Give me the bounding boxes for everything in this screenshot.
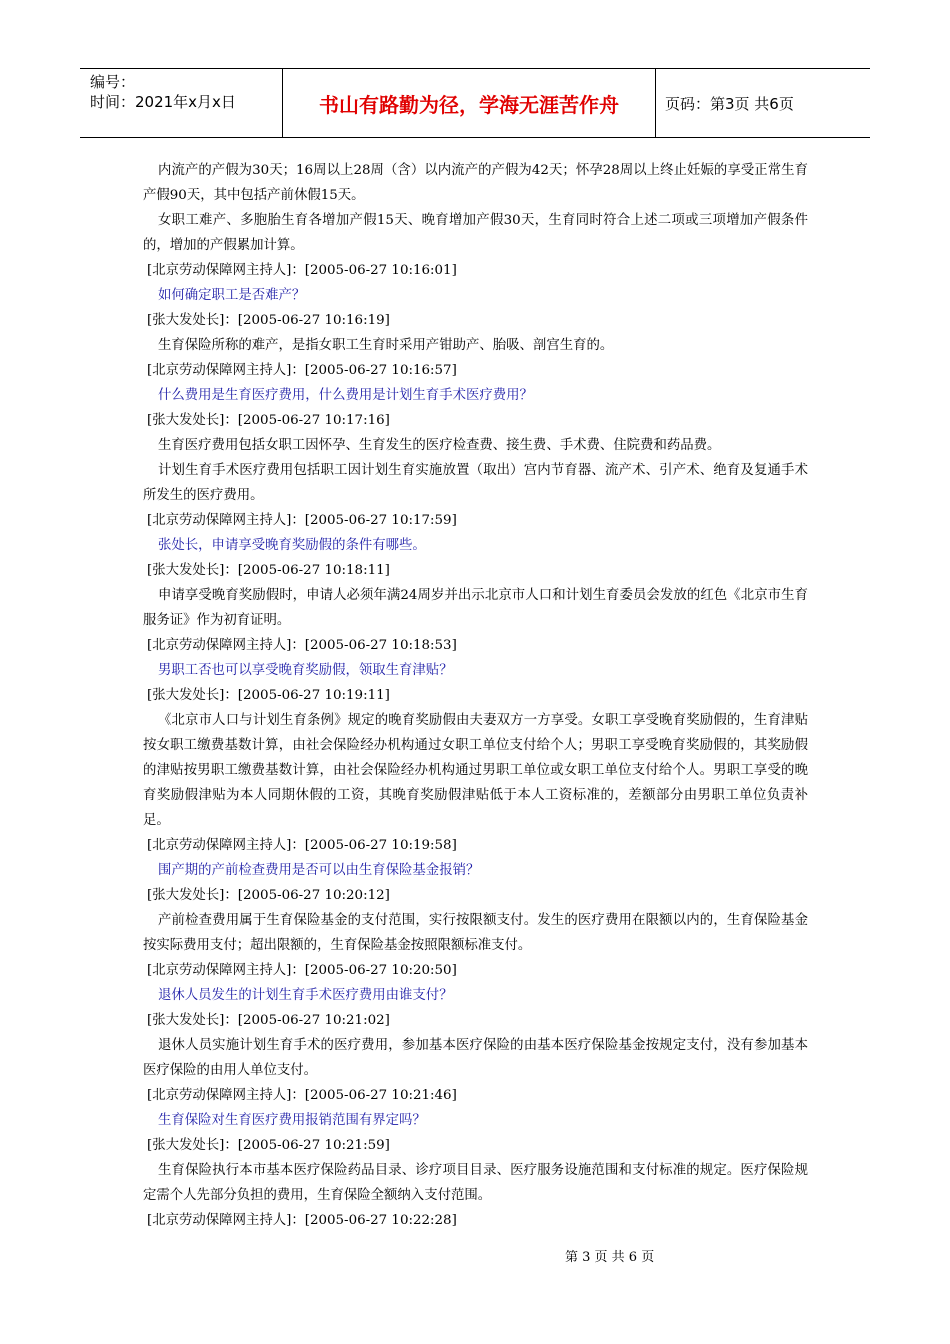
- speaker-line: [北京劳动保障网主持人]：[2005-06-27 10:21:46]: [147, 1088, 457, 1103]
- header-divider: [655, 69, 656, 137]
- speaker-line: [北京劳动保障网主持人]：[2005-06-27 10:16:01]: [147, 263, 457, 278]
- question-line: 围产期的产前检查费用是否可以由生育保险基金报销？: [158, 863, 480, 878]
- answer-paragraph: 申请享受晚育奖励假时，申请人必须年满24周岁并出示北京市人口和计划生育委员会发放的红色《北京市生育服务证》作为初育证明。: [143, 588, 808, 628]
- speaker-line: [张大发处长]：[2005-06-27 10:20:12]: [147, 888, 390, 903]
- footer-page-number: 第 3 页 共 6 页: [565, 1250, 655, 1265]
- speaker-line: [张大发处长]：[2005-06-27 10:19:11]: [147, 688, 390, 703]
- header-motto: 书山有路勤为径，学海无涯苦作舟: [319, 92, 619, 117]
- number-label: 编号：: [90, 73, 136, 91]
- answer-paragraph: 生育保险执行本市基本医疗保险药品目录、诊疗项目目录、医疗服务设施范围和支付标准的规定。医疗保险规定需个人先部分负担的费用，生育保险全额纳入支付范围。: [143, 1163, 808, 1203]
- question-line: 张处长，申请享受晚育奖励假的条件有哪些。: [158, 538, 426, 553]
- answer-paragraph: 生育医疗费用包括女职工因怀孕、生育发生的医疗检查费、接生费、手术费、住院费和药品费。: [158, 438, 721, 453]
- document-body: [143, 158, 808, 1233]
- speaker-line: [北京劳动保障网主持人]：[2005-06-27 10:18:53]: [147, 638, 457, 653]
- speaker-line: [北京劳动保障网主持人]：[2005-06-27 10:19:58]: [147, 838, 457, 853]
- answer-paragraph: 《北京市人口与计划生育条例》规定的晚育奖励假由夫妻双方一方享受。女职工享受晚育奖励假的，生育津贴按女职工缴费基数计算，由社会保险经办机构通过女职工单位支付给个人；男职工享受晚育奖励假的，其奖励假的津贴按男职工缴费基数计算，由社会保险经办机构通过男职工单位或女职工单位支付给个人。男职工享受的晚育奖励假津贴为本人同期休假的工资，其晚育奖励假津贴低于本人工资标准的，差额部分由男职工单位负责补足。: [143, 713, 808, 828]
- header-info: [90, 72, 280, 112]
- answer-paragraph: 内流产的产假为30天；16周以上28周（含）以内流产的产假为42天；怀孕28周以上终止妊娠的享受正常生育产假90天，其中包括产前休假15天。: [143, 163, 808, 203]
- question-line: 男职工否也可以享受晚育奖励假，领取生育津贴？: [158, 663, 453, 678]
- speaker-line: [张大发处长]：[2005-06-27 10:21:59]: [147, 1138, 390, 1153]
- question-line: 生育保险对生育医疗费用报销范围有界定吗？: [158, 1113, 426, 1128]
- speaker-line: [北京劳动保障网主持人]：[2005-06-27 10:20:50]: [147, 963, 457, 978]
- answer-paragraph: 退休人员实施计划生育手术的医疗费用，参加基本医疗保险的由基本医疗保险基金按规定支付，没有参加基本医疗保险的由用人单位支付。: [143, 1038, 808, 1078]
- speaker-line: [张大发处长]：[2005-06-27 10:21:02]: [147, 1013, 390, 1028]
- answer-paragraph: 女职工难产、多胞胎生育各增加产假15天、晚育增加产假30天，生育同时符合上述二项或三项增加产假条件的，增加的产假累加计算。: [143, 213, 808, 253]
- answer-paragraph: 计划生育手术医疗费用包括职工因计划生育实施放置（取出）宫内节育器、流产术、引产术、绝育及复通手术所发生的医疗费用。: [143, 463, 808, 503]
- time-label: 时间：2021年x月x日: [90, 93, 236, 111]
- answer-paragraph: 产前检查费用属于生育保险基金的支付范围，实行按限额支付。发生的医疗费用在限额以内的，生育保险基金按实际费用支付；超出限额的，生育保险基金按照限额标准支付。: [143, 913, 808, 953]
- speaker-line: [北京劳动保障网主持人]：[2005-06-27 10:16:57]: [147, 363, 457, 378]
- speaker-line: [张大发处长]：[2005-06-27 10:17:16]: [147, 413, 390, 428]
- question-line: 如何确定职工是否难产？: [158, 288, 306, 303]
- header-page-label: 页码：第3页 共6页: [665, 94, 794, 113]
- speaker-line: [张大发处长]：[2005-06-27 10:16:19]: [147, 313, 390, 328]
- speaker-line: [北京劳动保障网主持人]：[2005-06-27 10:17:59]: [147, 513, 457, 528]
- speaker-line: [张大发处长]：[2005-06-27 10:18:11]: [147, 563, 390, 578]
- page-header: [80, 68, 870, 138]
- answer-paragraph: 生育保险所称的难产，是指女职工生育时采用产钳助产、胎吸、剖宫生育的。: [158, 338, 614, 353]
- question-line: 退休人员发生的计划生育手术医疗费用由谁支付？: [158, 988, 453, 1003]
- speaker-line: [北京劳动保障网主持人]：[2005-06-27 10:22:28]: [147, 1213, 457, 1228]
- question-line: 什么费用是生育医疗费用，什么费用是计划生育手术医疗费用？: [158, 388, 533, 403]
